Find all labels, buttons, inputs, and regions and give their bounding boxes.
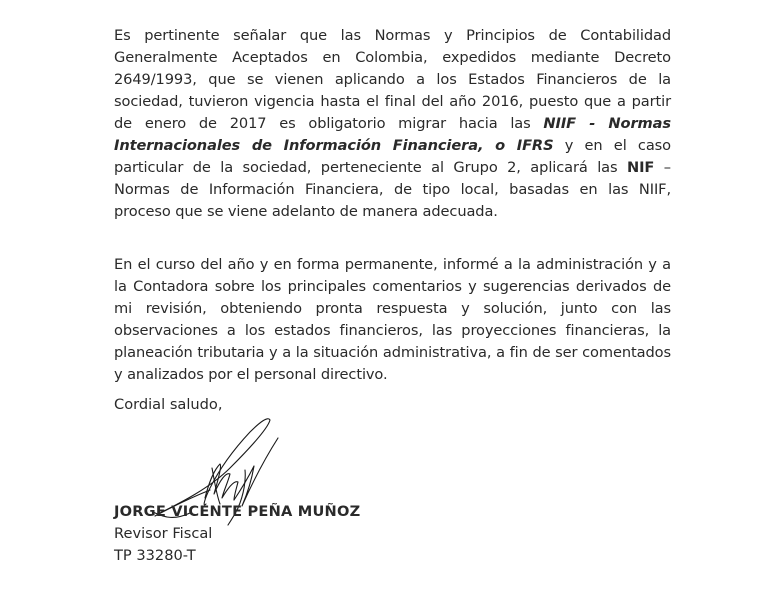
paragraph-accounting-standards	[114, 25, 671, 223]
paragraph-text: y en el caso particular de la sociedad, perteneciente al Grupo 2, aplicará las	[114, 137, 671, 176]
emphasis-niif: NIIF - Normas Internacionales de Información Financiera, o IFRS	[114, 115, 671, 154]
paragraph-text: – Normas de Información Financiera, de tipo local, basadas en las NIIF, proceso que se viene adelanto de manera adecuada.	[114, 159, 671, 220]
paragraph-text: Es pertinente señalar que las Normas y Principios de Contabilidad Generalmente Aceptados en Colombia, expedidos mediante Decreto 2649/1993, que se vienen aplicando a los Estados Financieros de la sociedad, tuvieron vigencia hasta el final del año 2016, puesto que a partir de enero de 2017 es obligatorio migrar hacia las	[114, 27, 671, 132]
signer-role: Revisor Fiscal	[114, 525, 213, 542]
signer-license: TP 33280-T	[114, 547, 196, 564]
emphasis-nif: NIF	[626, 159, 655, 176]
closing-salutation: Cordial saludo,	[114, 396, 223, 413]
signer-name: JORGE VICENTE PEÑA MUÑOZ	[114, 503, 361, 520]
paragraph-review-communication: En el curso del año y en forma permanente, informé a la administración y a la Contadora sobre los principales comentarios y sugerencias derivados de mi revisión, obteniendo pronta respuesta y solución, junto con las observaciones a los estados financieros, las proyecciones financieras, la planeación tributaria y a la situación administrativa, a fin de ser comentados y analizados por el personal directivo.	[114, 256, 671, 383]
